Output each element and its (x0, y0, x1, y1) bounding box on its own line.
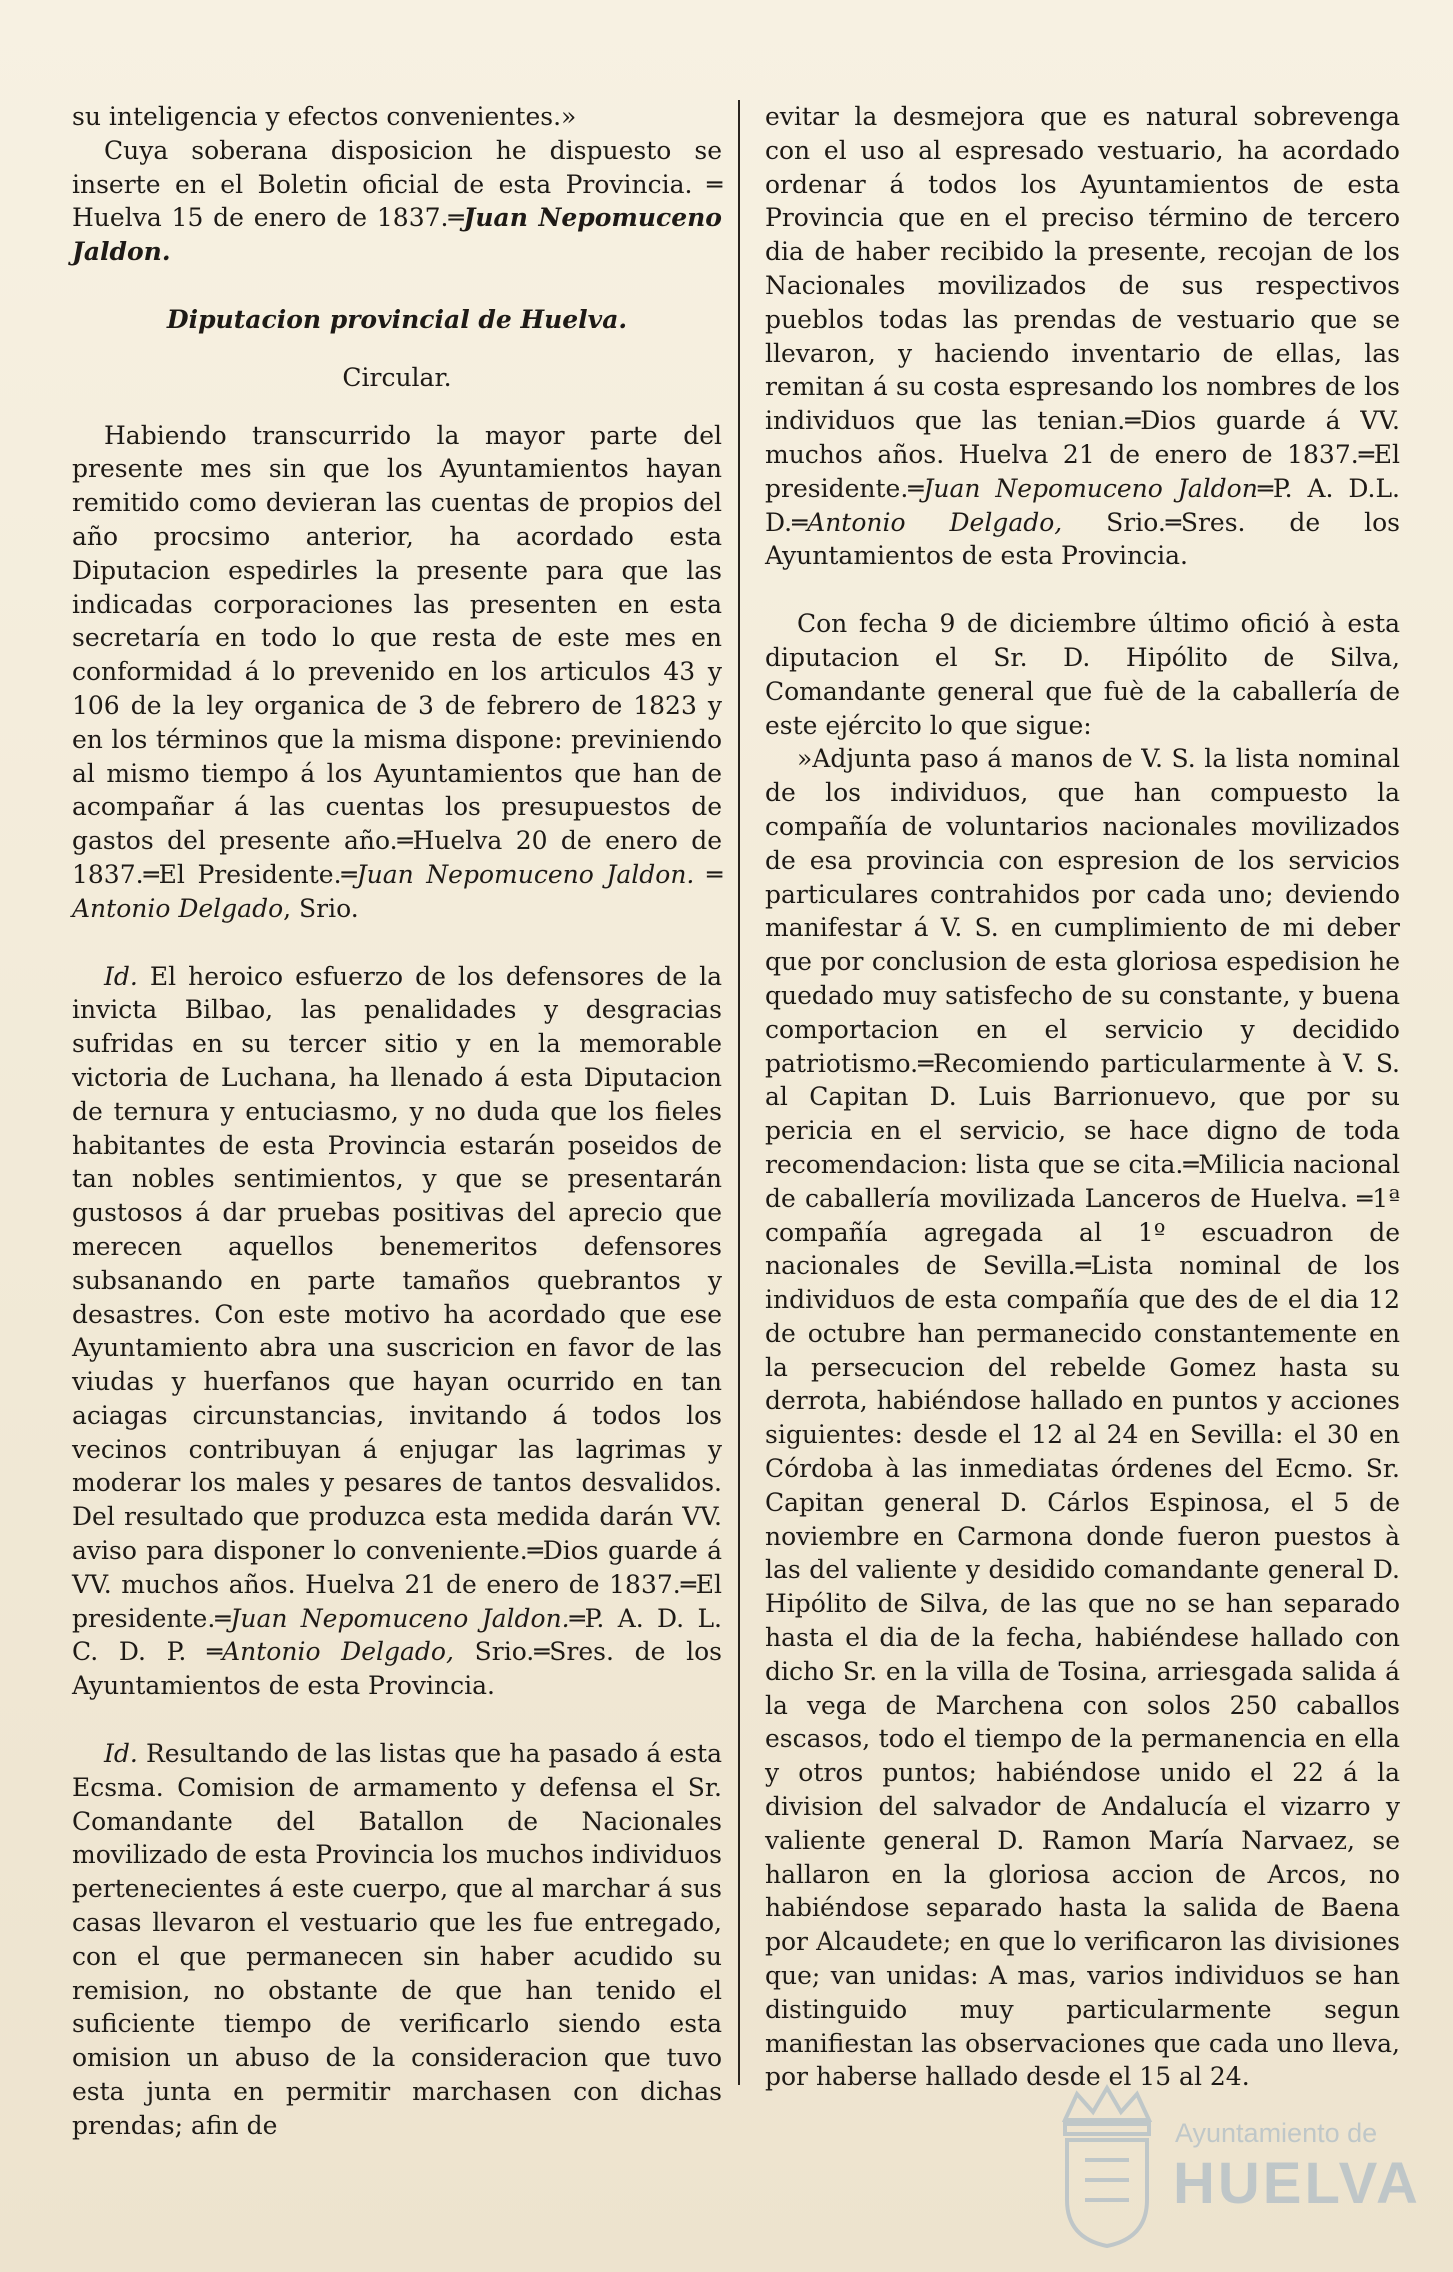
circular-accounts (72, 419, 722, 926)
circular-bilbao-signature-secretary: Antonio Delgado, (222, 1637, 454, 1667)
uniforms-signature-president: Juan Nepomuceno Jaldon (923, 473, 1258, 503)
uniforms-end: Srio.═Sres. de los Ayuntamientos de esta Provincia. (765, 507, 1400, 571)
circular-uniforms-text: Resultando de las listas que ha pasado á esta Ecsma. Comision de armamento y defensa el Sr. Comandante del Batallon de Nacionales movilizado de esta Provincia los muchos individuos pertenecientes á este cuerpo, que al marchar á sus casas llevaron el vestuario que les fue entregado, con el que permanecen sin haber acudido su remision, no obstante de que han tenido el suficiente tiempo de verificarlo siendo esta omision un abuso de la consideracion que tuvo esta junta en permitir marchasen con dichas prendas; afin de (72, 1739, 722, 2140)
uniforms-continuation (765, 100, 1400, 573)
insert-notice-signature: Juan Nepomuceno Jaldon. (72, 203, 722, 267)
left-column (72, 100, 722, 2143)
circular-accounts-text: Habiendo transcurrido la mayor parte del presente mes sin que los Ayuntamientos hayan remitido como devieran las cuentas de propios del año procsimo anterior, ha acordado esta Diputacion espedirles la presente para que las indicadas corporaciones las presenten en esta secretaría en todo lo que resta de este mes en conformidad á lo prevenido en los articulos 43 y 106 de la ley organica de 3 de febrero de 1823 y en los términos que la misma dispone: previniendo al mismo tiempo á los Ayuntamientos que han de acompañar á las cuentas los presupuestos de gastos del presente año.═Huelva 20 de enero de 1837.═El Presidente.═ (72, 420, 722, 889)
circular-bilbao-lead: Id. (104, 961, 138, 991)
section-heading: Diputacion provincial de Huelva. (166, 304, 628, 334)
insert-notice (72, 134, 722, 269)
uniforms-continuation-text: evitar la desmejora que es natural sobrevenga con el uso al espresado vestuario, ha acordado ordenar á todos los Ayuntamientos de esta Provincia que en el preciso término de tercero dia de haber recibido la presente, recojan de los Nacionales movilizados de sus respectivos pueblos todas las prendas de vestuario que se llevaron, y haciendo inventario de ellas, las remitan á su costa espresando los nombres de los individuos que las tenian.═Dios guarde á VV. muchos años. Huelva 21 de enero de 1837.═El presidente.═ (765, 102, 1400, 503)
circular-accounts-signature-secretary: Antonio Delgado (72, 893, 284, 923)
circular-accounts-signature-president: Juan Nepomuceno Jaldon. (356, 859, 695, 889)
circular-bilbao-separator: ═P. A. D. L. C. D. P. ═ (72, 1603, 723, 1667)
uniforms-separator: ═P. A. D.L. D.═ (765, 473, 1400, 537)
circular-bilbao-text: El heroico esfuerzo de los defensores de la invicta Bilbao, las penalidades y desgracias sufridas en su tercer sitio y en la memorable victoria de Luchana, ha llenado á esta Diputacion de ternura y entuciasmo, y no duda que los fieles habitantes de esta Provincia estarán poseidos de tan nobles sentimientos, y que se presentarán gustosos á dar pruebas positivas del aprecio que merecen aquellos benemeritos defensores subsanando en parte tamaños quebrantos y desastres. Con este motivo ha acordado que ese Ayuntamiento abra una suscricion en favor de las viudas y huerfanos que hayan ocurrido en tan aciagas circunstancias, invitando á todos los vecinos contribuyan á enjugar las lagrimas y moderar los males y pesares de tantos desvalidos. Del resultado que produzca esta medida darán VV. aviso para disponer lo conveniente.═Dios guarde á VV. muchos años. Huelva 21 de enero de 1837.═El presidente.═ (72, 961, 722, 1633)
circular-bilbao (72, 960, 722, 1704)
circular-uniforms (72, 1737, 722, 2143)
circular-bilbao-signature-president: Juan Nepomuceno Jaldon. (230, 1603, 570, 1633)
circular-bilbao-end: Srio.═Sres. de los Ayuntamientos de esta Provincia. (72, 1637, 722, 1701)
circular-accounts-end: , Srio. (283, 893, 359, 923)
silva-report: »Adjunta paso á manos de V. S. la lista nominal de los individuos, que han compuesto la compañía de voluntarios nacionales movilizados de esa provincia con espresion de los servicios particulares contrahidos por cada uno; deviendo manifestar á V. S. en cumplimiento de mi deber que por conclusion de esta gloriosa espedision he quedado muy satisfecho de su constante, y buena comportacion en el servicio y decidido patriotismo.═Recomiendo particularmente à V. S. al Capitan D. Luis Barrionuevo, que por su pericia en el servicio, se hace digno de toda recomendacion: lista que se cita.═Milicia nacional de caballería movilizada Lanceros de Huelva. ═1ª compañía agregada al 1º escuadron de nacionales de Sevilla.═Lista nominal de los individuos de esta compañía que des de el dia 12 de octubre han permanecido constantemente en la persecucion del rebelde Gomez hasta su derrota, habiéndose hallado en puntos y acciones siguientes: desde el 12 al 24 en Sevilla: el 30 en Córdoba à las inmediatas órdenes del Ecmo. Sr. Capitan general D. Cárlos Espinosa, el 5 de noviembre en Carmona donde fueron puestos à las del valiente y desidido comandante general D. Hipólito de Silva, de las que no se han separado hasta el dia de la fecha, habiéndese hallado con dicho Sr. en la villa de Tosina, arriesgada salida á la vega de Marchena con solos 250 caballos escasos, todo el tiempo de la permanencia en ella y otros puntos; habiéndose unido el 22 á la division del salvador de Andalucía el vizarro y valiente general D. Ramon María Narvaez, se hallaron en la gloriosa accion de Arcos, no habiéndose separado hasta la salida de Baena por Alcaudete; en que lo verificaron las divisiones que; van unidas: A mas, varios individuos se han distinguido muy particularmente segun manifiestan las observaciones que cada uno lleva, por haberse hallado desde el 15 al 24. (765, 744, 1400, 2092)
watermark-line-2: HUELVA (1173, 2151, 1421, 2216)
silva-intro: Con fecha 9 de diciembre último ofició à esta diputacion el Sr. D. Hipólito de Silva, Comandante general que fuè de la caballería de este ejército lo que sigue: (765, 609, 1400, 740)
column-divider (738, 100, 740, 2085)
opening-line: su inteligencia y efectos convenientes.» (72, 102, 577, 131)
archive-watermark (1055, 2080, 1421, 2260)
circular-uniforms-lead: Id. (104, 1739, 138, 1769)
section-subheading: Circular. (342, 362, 452, 392)
circular-accounts-separator: ═ (694, 859, 723, 889)
crown-seal-icon (1055, 2080, 1159, 2250)
right-column (765, 100, 1400, 2094)
insert-notice-text: Cuya soberana disposicion he dispuesto se inserte en el Boletin oficial de esta Provincia. ═ Huelva 15 de enero de 1837.═ (72, 135, 722, 233)
watermark-line-1: Ayuntamiento de (1175, 2118, 1378, 2148)
uniforms-signature-secretary: Antonio Delgado, (807, 507, 1063, 537)
